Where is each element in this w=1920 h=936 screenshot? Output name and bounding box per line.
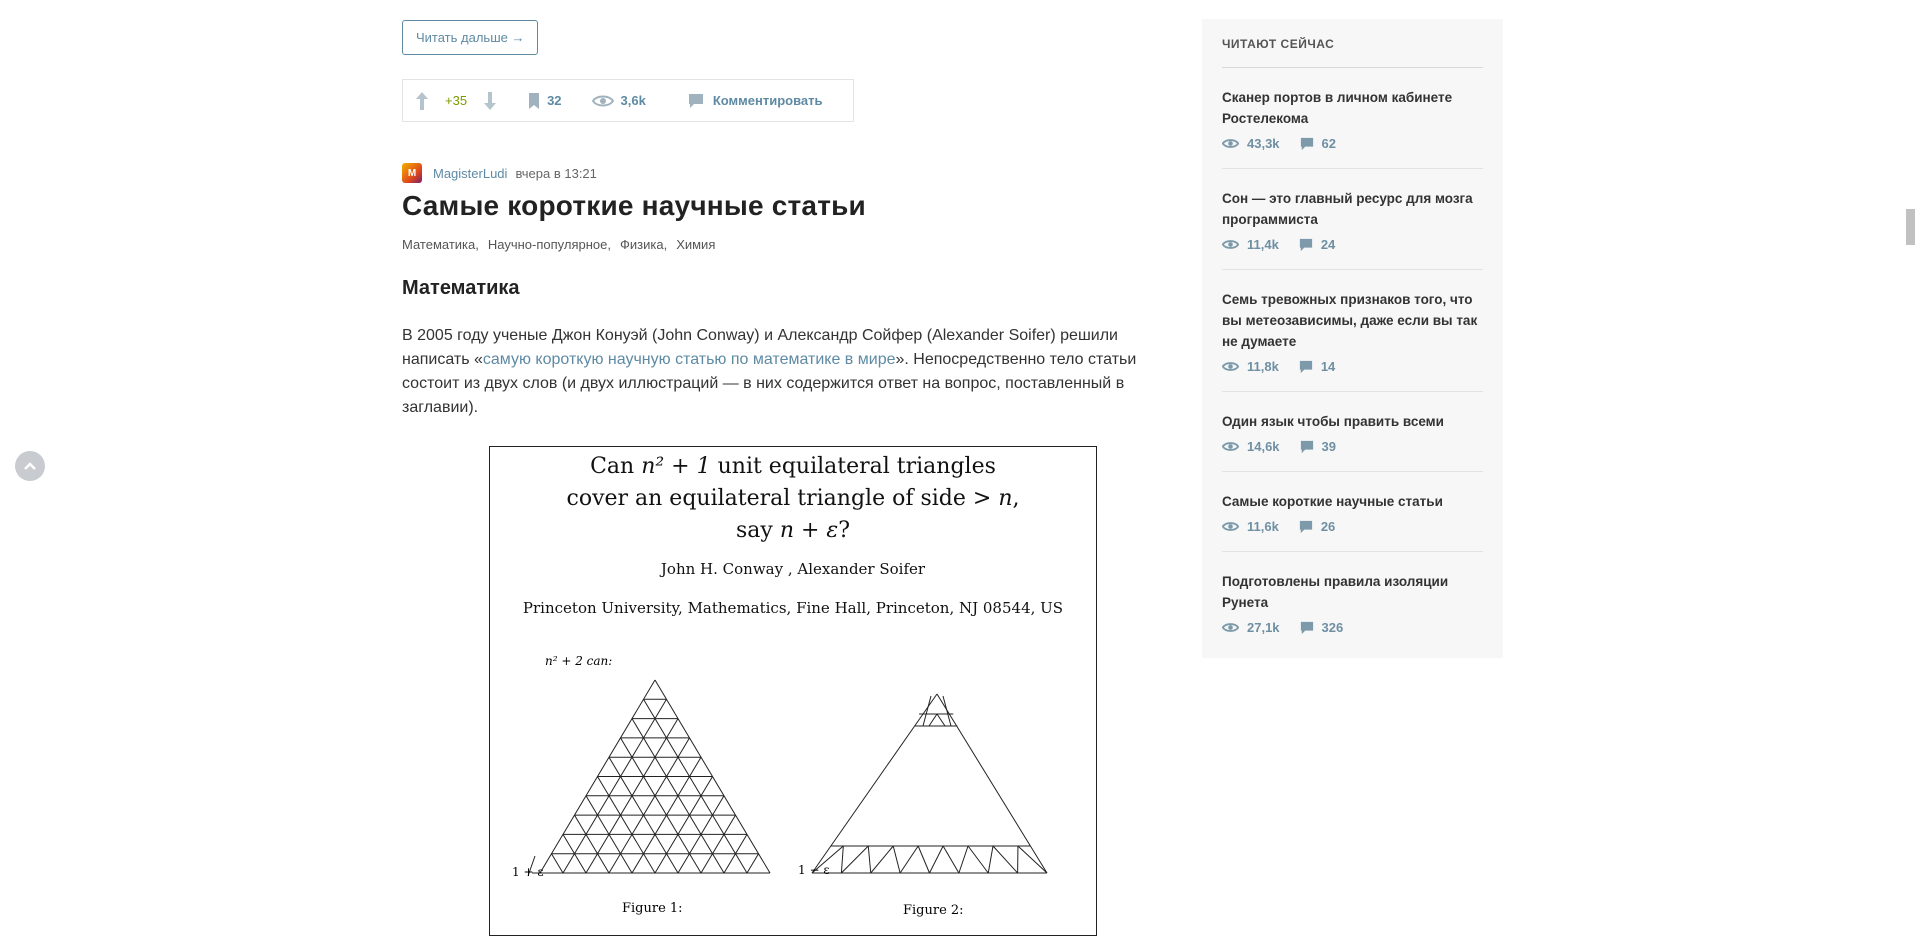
hub-link[interactable]: Научно-популярное, bbox=[488, 237, 611, 252]
sidebar-post-item bbox=[1222, 68, 1483, 169]
author-link[interactable]: MagisterLudi bbox=[433, 166, 507, 181]
eye-icon bbox=[1222, 622, 1239, 633]
figure-title: Can n² + 1 unit equilateral triangles cover an equilateral triangle of side > n, say n + ε? bbox=[490, 451, 1096, 547]
comment-icon bbox=[1299, 520, 1313, 534]
views-counter: 11,6k bbox=[1222, 519, 1279, 534]
label-right-eps: 1 − ε bbox=[798, 863, 830, 877]
bookmark-button[interactable] bbox=[527, 92, 561, 110]
section-heading: Математика bbox=[402, 277, 520, 300]
comment-icon bbox=[1300, 440, 1314, 454]
read-more-button[interactable]: Читать дальше → bbox=[402, 20, 538, 55]
comments-counter: 24 bbox=[1299, 237, 1335, 252]
eye-icon bbox=[1222, 441, 1239, 452]
post-meta bbox=[402, 163, 597, 183]
paragraph-text: ». Непосредственно тело статьи состоит из двух слов (и двух иллюстраций — в них содержится ответ на вопрос, поставленный в заглавии). bbox=[402, 351, 1136, 416]
views-counter: 11,4k bbox=[1222, 237, 1279, 252]
sidebar-post-item bbox=[1222, 552, 1483, 652]
post-time: вчера в 13:21 bbox=[515, 166, 596, 181]
comment-icon bbox=[1300, 621, 1314, 635]
hub-link[interactable]: Физика, bbox=[620, 237, 667, 252]
eye-icon bbox=[1222, 521, 1239, 532]
label-n2: n² + 2 can: bbox=[545, 654, 612, 668]
views-counter: 43,3k bbox=[1222, 136, 1280, 151]
views-counter bbox=[592, 93, 646, 108]
sidebar-post-link[interactable]: Подготовлены правила изоляции Рунета bbox=[1222, 571, 1483, 613]
post-title[interactable]: Самые короткие научные статьи bbox=[402, 190, 866, 222]
reading-now-sidebar bbox=[1202, 19, 1503, 658]
views-counter: 14,6k bbox=[1222, 439, 1280, 454]
label-left-eps: 1 + ε bbox=[512, 865, 544, 879]
hub-link[interactable]: Химия bbox=[676, 237, 715, 252]
sidebar-post-link[interactable]: Семь тревожных признаков того, что вы метеозависимы, даже если вы так не думаете bbox=[1222, 289, 1483, 352]
comments-counter: 62 bbox=[1300, 136, 1336, 151]
vote-down-icon[interactable] bbox=[481, 90, 499, 112]
sidebar-post-link[interactable]: Сон — это главный ресурс для мозга программиста bbox=[1222, 188, 1483, 230]
views-counter: 27,1k bbox=[1222, 620, 1280, 635]
scroll-to-top-button[interactable] bbox=[15, 451, 45, 481]
hub-link[interactable]: Математика, bbox=[402, 237, 479, 252]
eye-icon bbox=[592, 94, 614, 108]
figure1-triangle-grid bbox=[528, 680, 770, 876]
comment-icon bbox=[1299, 360, 1313, 374]
eye-icon bbox=[1222, 239, 1239, 250]
bookmark-icon bbox=[527, 92, 541, 110]
comment-label: Комментировать bbox=[713, 93, 823, 108]
sidebar-post-link[interactable]: Один язык чтобы править всеми bbox=[1222, 411, 1483, 432]
caption-figure2: Figure 2: bbox=[903, 903, 964, 918]
sidebar-post-link[interactable]: Самые короткие научные статьи bbox=[1222, 491, 1483, 512]
sidebar-post-item bbox=[1222, 392, 1483, 472]
eye-icon bbox=[1222, 361, 1239, 372]
sidebar-post-item bbox=[1222, 472, 1483, 552]
post-paragraph bbox=[402, 324, 1142, 420]
article-link[interactable]: самую короткую научную статью по математике в мире bbox=[483, 351, 896, 368]
comment-icon bbox=[1300, 137, 1314, 151]
figure2-triangle bbox=[812, 694, 1047, 873]
sidebar-post-item bbox=[1222, 169, 1483, 270]
paper-figure-image bbox=[489, 446, 1097, 936]
sidebar-post-item bbox=[1222, 270, 1483, 392]
comments-counter: 326 bbox=[1300, 620, 1344, 635]
post-hubs bbox=[402, 237, 724, 252]
post-score: +35 bbox=[445, 93, 467, 108]
author-avatar[interactable]: M bbox=[402, 163, 422, 183]
views-counter: 11,8k bbox=[1222, 359, 1279, 374]
post-info-bar bbox=[402, 79, 854, 122]
paragraph-text: В 2005 году ученые Джон Конуэй (John Conway) и Александр Сойфер (Alexander Soifer) решили написать « bbox=[402, 327, 1118, 368]
comment-button[interactable] bbox=[688, 93, 823, 109]
caption-figure1: Figure 1: bbox=[622, 901, 683, 916]
chevron-up-icon bbox=[23, 461, 37, 471]
scrollbar-thumb[interactable] bbox=[1906, 209, 1915, 245]
figure-affiliation: Princeton University, Mathematics, Fine Hall, Princeton, NJ 08544, US bbox=[490, 599, 1096, 617]
views-count: 3,6k bbox=[621, 93, 646, 108]
sidebar-post-link[interactable]: Сканер портов в личном кабинете Ростелекома bbox=[1222, 87, 1483, 129]
eye-icon bbox=[1222, 138, 1239, 149]
bookmark-count: 32 bbox=[547, 93, 561, 108]
sidebar-title: ЧИТАЮТ СЕЙЧАС bbox=[1222, 19, 1483, 68]
figure-authors: John H. Conway , Alexander Soifer bbox=[490, 560, 1096, 578]
comment-icon bbox=[688, 93, 704, 109]
comments-counter: 39 bbox=[1300, 439, 1336, 454]
comment-icon bbox=[1299, 238, 1313, 252]
comments-counter: 14 bbox=[1299, 359, 1335, 374]
triangles-drawing bbox=[490, 642, 1097, 936]
comments-counter: 26 bbox=[1299, 519, 1335, 534]
vote-up-icon[interactable] bbox=[413, 90, 431, 112]
